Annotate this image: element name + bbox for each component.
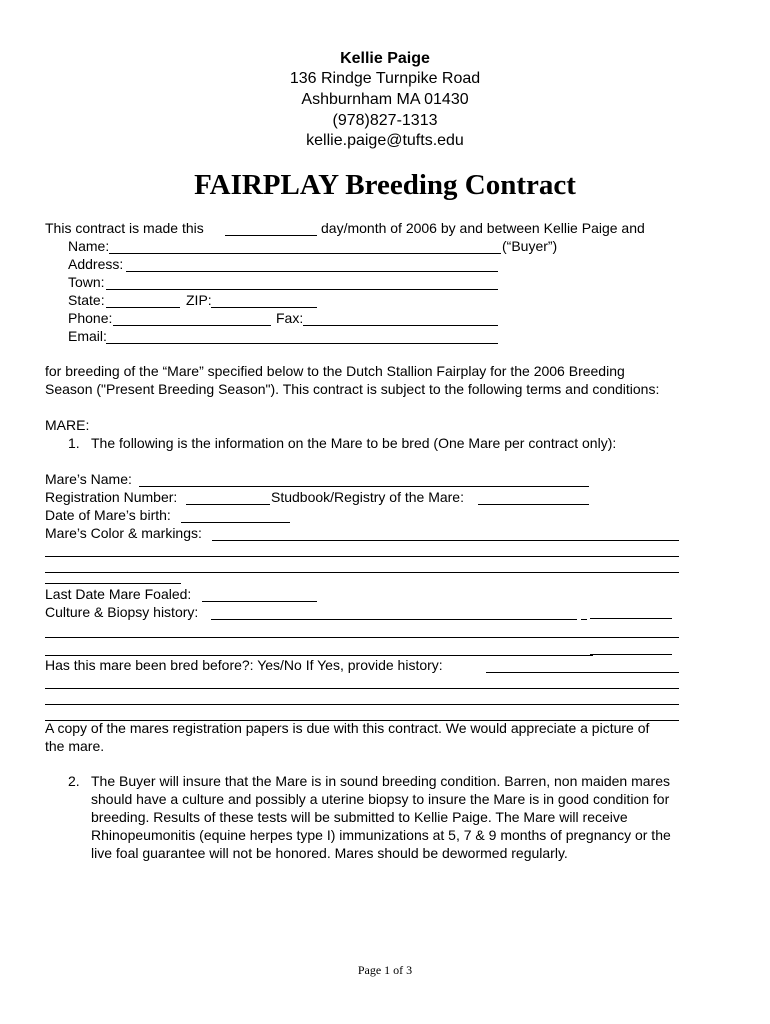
color-markings-line[interactable]	[45, 572, 679, 573]
zip-field[interactable]	[211, 307, 317, 308]
phone-label: Phone:	[68, 310, 113, 326]
mare-heading: MARE:	[45, 417, 90, 433]
page-number: Page 1 of 3	[357, 963, 413, 977]
address-field[interactable]	[126, 271, 498, 272]
registration-copy-line-1: A copy of the mares registration papers is due with this contract. We would appreciate a picture of	[45, 720, 650, 736]
town-label: Town:	[68, 274, 105, 290]
bred-history-line[interactable]	[45, 688, 679, 689]
last-foaled-label: Last Date Mare Foaled:	[45, 586, 192, 602]
sender-name: Kellie Paige	[340, 50, 430, 67]
email-field[interactable]	[106, 343, 498, 344]
registration-number-label: Registration Number:	[45, 489, 178, 505]
item-2-line-4: Rhinopeumonitis (equine herpes type I) immunizations at 5, 7 & 9 months of pregnancy or the	[91, 827, 671, 843]
sender-city: Ashburnham MA 01430	[301, 91, 469, 108]
color-markings-label: Mare’s Color & markings:	[45, 525, 202, 541]
sender-phone: (978)827-1313	[332, 112, 438, 129]
last-foaled-field[interactable]	[202, 601, 317, 602]
mare-name-field[interactable]	[139, 486, 589, 487]
registration-copy-line-2: the mare.	[45, 738, 105, 754]
purpose-line-2: Season ("Present Breeding Season"). This contract is subject to the following terms and conditions:	[45, 381, 660, 397]
sender-email: kellie.paige@tufts.edu	[306, 132, 464, 149]
fax-field[interactable]	[303, 325, 498, 326]
intro-made-suffix: day/month of 2006 by and between Kellie Paige and	[321, 220, 645, 236]
culture-biopsy-line	[581, 619, 587, 620]
document-title: FAIRPLAY Breeding Contract	[194, 169, 576, 201]
item-2-line-2: should have a culture and possibly a uterine biopsy to insure the Mare is in good condition for	[91, 791, 670, 807]
sender-street: 136 Rindge Turnpike Road	[289, 70, 481, 87]
item-2-line-1: The Buyer will insure that the Mare is in sound breeding condition. Barren, non maiden mares	[91, 773, 670, 789]
day-month-field[interactable]	[225, 235, 317, 236]
email-label: Email:	[68, 328, 107, 344]
buyer-name-label: Name:	[68, 238, 110, 254]
state-label: State:	[68, 292, 105, 308]
intro-made-prefix: This contract is made this	[45, 220, 204, 236]
culture-biopsy-field[interactable]	[211, 619, 577, 620]
color-markings-line[interactable]	[45, 583, 181, 584]
culture-biopsy-line[interactable]	[590, 654, 672, 655]
birth-date-field[interactable]	[181, 522, 290, 523]
address-label: Address:	[68, 256, 124, 272]
buyer-name-field[interactable]	[109, 253, 501, 254]
bred-before-label: Has this mare been bred before?: Yes/No If Yes, provide history:	[45, 657, 443, 673]
culture-biopsy-label: Culture & Biopsy history:	[45, 604, 199, 620]
fax-label: Fax:	[276, 310, 304, 326]
item-2-line-5: live foal guarantee will not be honored. Mares should be dewormed regularly.	[91, 845, 568, 861]
color-markings-line[interactable]	[45, 556, 679, 557]
bred-history-field[interactable]	[486, 672, 679, 673]
item-1-number: 1.	[68, 435, 80, 451]
culture-biopsy-line[interactable]	[45, 637, 679, 638]
studbook-field[interactable]	[478, 504, 589, 505]
color-markings-field[interactable]	[212, 540, 679, 541]
phone-field[interactable]	[113, 325, 271, 326]
registration-number-field[interactable]	[186, 504, 270, 505]
item-1-text: The following is the information on the Mare to be bred (One Mare per contract only):	[91, 435, 617, 451]
birth-date-label: Date of Mare’s birth:	[45, 507, 171, 523]
buyer-label: (“Buyer”)	[502, 238, 558, 254]
culture-biopsy-line[interactable]	[590, 618, 672, 619]
mare-name-label: Mare’s Name:	[45, 471, 132, 487]
item-2-number: 2.	[68, 773, 80, 789]
studbook-label: Studbook/Registry of the Mare:	[271, 489, 464, 505]
town-field[interactable]	[106, 289, 498, 290]
item-2-line-3: breeding. Results of these tests will be submitted to Kellie Paige. The Mare will receive	[91, 809, 628, 825]
purpose-line-1: for breeding of the “Mare” specified below to the Dutch Stallion Fairplay for the 2006 Breeding	[45, 363, 625, 379]
state-field[interactable]	[106, 307, 180, 308]
bred-history-line[interactable]	[45, 704, 679, 705]
zip-label: ZIP:	[186, 292, 212, 308]
